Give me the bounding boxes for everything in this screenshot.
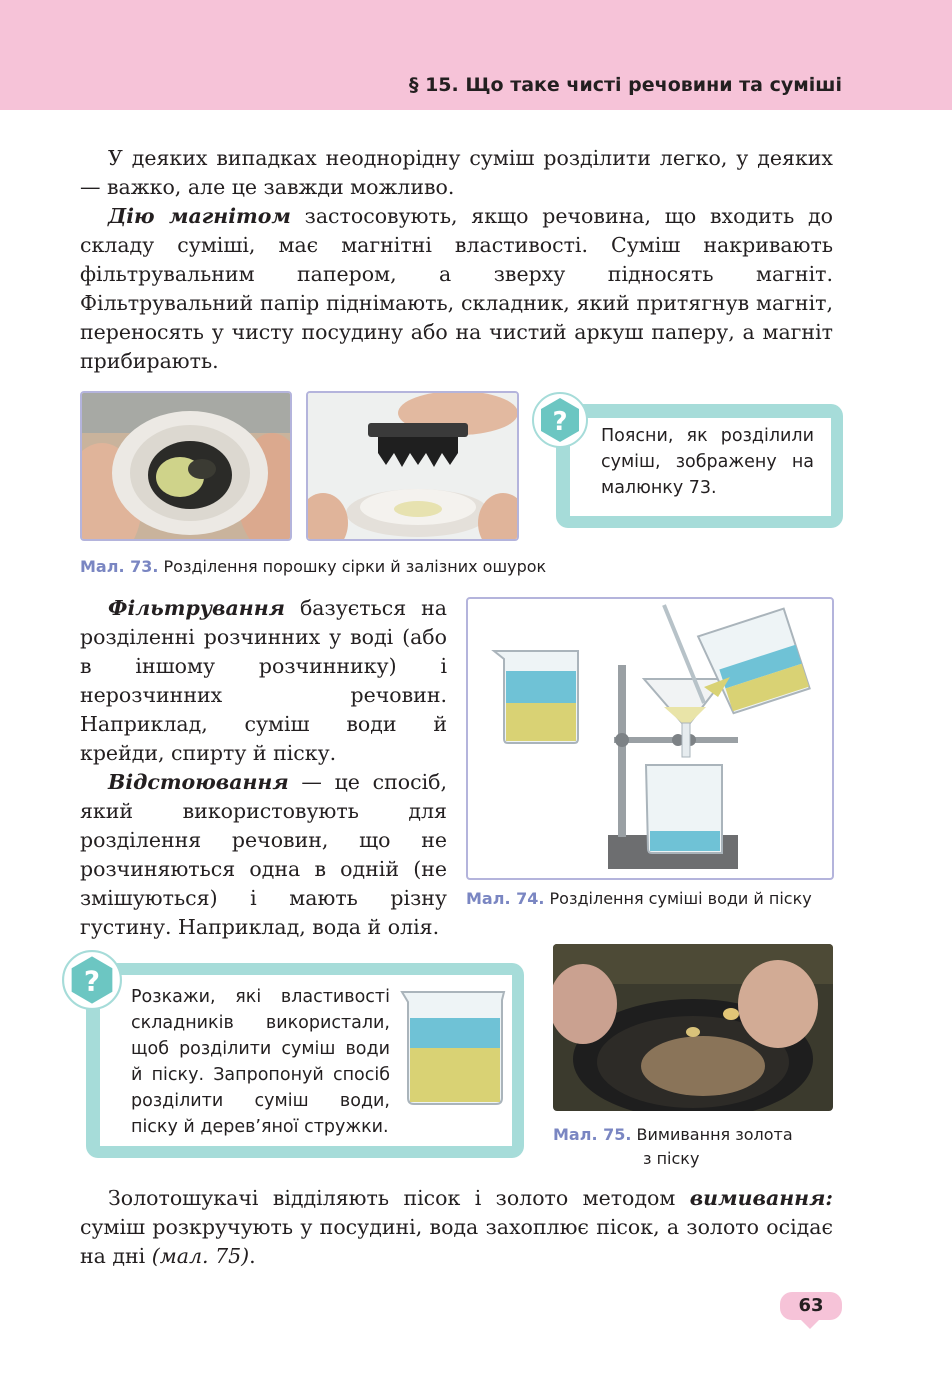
section-title: § 15. Що таке чисті речовини та суміші — [408, 74, 842, 96]
bowl-mixture-illustration — [82, 393, 290, 539]
figure-74-caption — [466, 889, 812, 908]
page-header — [0, 0, 952, 110]
settling-text: — це спосіб, який використовують для розділення речовин, що не розчиняються одна в одній (не змішуються) і мають різну густину. Наприклад, вода й олія. — [80, 770, 447, 939]
settling-term: Відстоювання — [108, 770, 289, 794]
figure-73-caption — [80, 557, 546, 576]
question-mark-icon — [532, 392, 588, 448]
gold-text-end: . — [249, 1244, 256, 1268]
question-icon-1 — [532, 392, 588, 452]
filtration-term: Фільтрування — [108, 596, 286, 620]
question-mark-icon — [62, 950, 122, 1010]
gold-paragraph — [80, 1184, 833, 1271]
gold-figure-ref: (мал. 75) — [151, 1244, 250, 1268]
beaker-sand-water — [398, 988, 510, 1112]
settling-paragraph — [80, 768, 447, 942]
figure-73-text: Розділення порошку сірки й залізних ошурок — [158, 557, 547, 576]
intro-paragraph: У деяких випадках неоднорідну суміш розділити легко, у деяких — важко, але це завжди можливо. — [80, 146, 833, 199]
gold-panning-illustration — [553, 944, 833, 1111]
figure-74-label: Мал. 74. — [466, 889, 545, 908]
filtration-text: базується на розділенні розчинних у воді (або в іншому розчиннику) і нерозчинних речовин. Наприклад, суміш води й крейди, спирту й піску. — [80, 596, 447, 765]
figure-73-label: Мал. 73. — [80, 557, 159, 576]
figure-75-text-line2: з піску — [643, 1149, 700, 1168]
svg-text:?: ? — [83, 964, 101, 998]
question-icon-2 — [62, 950, 122, 1014]
magnet-text: застосовують, якщо речовина, що входить до складу суміші, має магнітні властивості. Суміш накривають фільтрувальним папером, а зверху підносять магніт. Фільтрувальний папір піднімають, складник, який притягнув магніт, переносять у чисту посудину або на чистий аркуш паперу, а магніт прибирають. — [80, 204, 833, 373]
beaker-illustration — [398, 988, 510, 1108]
question-text-1: Поясни, як розділили суміш, зображену на малюнку 73. — [601, 426, 814, 498]
figure-75-text-line1: Вимивання золота — [631, 1125, 793, 1144]
page-number-pointer — [800, 1319, 820, 1331]
photo-magnet-bowl — [306, 391, 519, 541]
filtration-apparatus-illustration — [468, 599, 832, 878]
svg-text:?: ? — [552, 407, 568, 437]
page-number: 63 — [780, 1292, 842, 1320]
figure-74-text: Розділення суміші води й піску — [544, 889, 812, 908]
gold-term: вимивання: — [689, 1186, 833, 1210]
filtration-paragraph — [80, 594, 447, 768]
photo-gold-panning — [553, 944, 833, 1111]
question-text-2: Розкажи, які властивості складників використали, щоб розділити суміш води й піску. Запропонуй спосіб розділити суміш води, піску й дерев’яної стружки. — [131, 987, 390, 1137]
figure-75-caption — [553, 1123, 833, 1171]
gold-text-middle: суміш розкручують у посудині, вода захоплює пісок, а золото осідає на дні — [80, 1215, 833, 1268]
gold-text-start: Золотошукачі відділяють пісок і золото методом — [108, 1186, 690, 1210]
figure-74-apparatus — [466, 597, 834, 880]
magnet-bowl-illustration — [308, 393, 517, 539]
photo-bowl-mixture — [80, 391, 292, 541]
magnet-term: Дію магнітом — [108, 204, 291, 228]
figure-75-label: Мал. 75. — [553, 1125, 632, 1144]
magnet-paragraph — [80, 202, 833, 376]
